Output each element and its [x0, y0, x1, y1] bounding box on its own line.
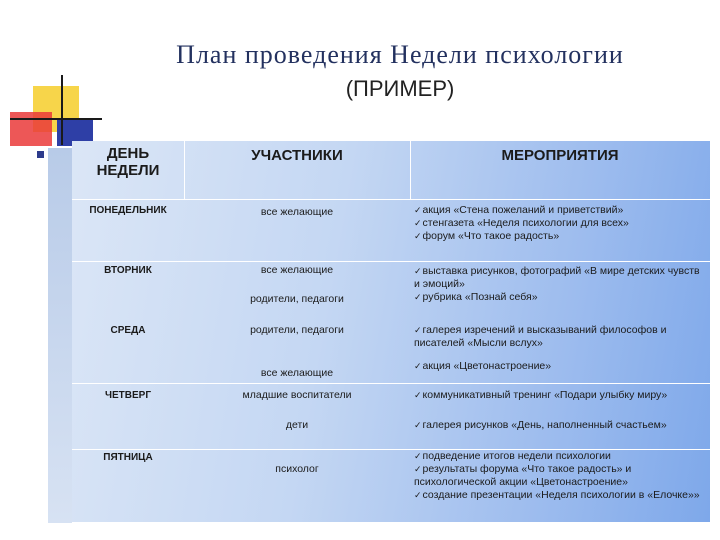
event-item: ✓ коммуникативный тренинг «Подари улыбку миру» [414, 389, 706, 402]
participants-tuesday-1: все желающие [260, 264, 334, 276]
events-wednesday [414, 324, 706, 373]
participants-thursday-2: дети [285, 419, 309, 431]
participants-friday: психолог [275, 463, 319, 475]
header-separator [410, 141, 411, 199]
events-friday [414, 450, 706, 502]
row-separator [72, 383, 710, 384]
header-participants: УЧАСТНИКИ [251, 147, 343, 164]
day-thursday: ЧЕТВЕРГ [104, 390, 152, 401]
participants-wednesday-2: все желающие [260, 367, 334, 379]
slide-title [110, 40, 690, 102]
event-item: ✓ форум «Что такое радость» [414, 230, 706, 243]
event-item: ✓ рубрика «Познай себя» [414, 291, 706, 304]
header-day-label: ДЕНЬ НЕДЕЛИ [96, 145, 160, 179]
event-item: ✓ создание презентации «Неделя психологии в «Елочке»» [414, 489, 706, 502]
event-item: ✓ галерея рисунков «День, наполненный счастьем» [414, 419, 706, 432]
participants-tuesday-2: родители, педагоги [250, 293, 344, 305]
participants-thursday-1: младшие воспитатели [242, 389, 352, 401]
day-tuesday: ВТОРНИК [104, 265, 152, 276]
header-separator [184, 141, 185, 199]
day-wednesday: СРЕДА [110, 325, 146, 336]
participants-monday: все желающие [260, 206, 334, 218]
events-tuesday [414, 265, 706, 304]
decor-side-strip [48, 148, 72, 523]
decor-vertical-line [61, 75, 63, 145]
row-separator [72, 199, 710, 200]
decor-horizontal-line [10, 118, 102, 120]
row-separator [72, 261, 710, 262]
header-day [72, 145, 184, 203]
event-item: ✓ акция «Стена пожеланий и приветствий» [414, 204, 706, 217]
event-item: ✓ выставка рисунков, фотографий «В мире детских чувств и эмоций» [414, 265, 706, 291]
event-item: ✓ подведение итогов недели психологии [414, 450, 706, 463]
event-item: ✓ галерея изречений и высказываний философов и писателей «Мысли вслух» [414, 324, 706, 350]
title-line-2: (ПРИМЕР) [345, 76, 455, 101]
event-item: ✓ акция «Цветонастроение» [414, 360, 706, 373]
day-friday: ПЯТНИЦА [103, 452, 153, 463]
event-item: ✓ результаты форума «Что такое радость» и психологической акции «Цветонастроение» [414, 463, 706, 489]
events-thursday [414, 389, 706, 432]
title-line-1: План проведения Недели психологии [176, 40, 624, 69]
day-monday: ПОНЕДЕЛЬНИК [89, 205, 167, 216]
event-item: ✓ стенгазета «Неделя психологии для всех» [414, 217, 706, 230]
header-events: МЕРОПРИЯТИЯ [501, 147, 619, 164]
bullet-square-icon [37, 151, 44, 158]
schedule-table [72, 141, 710, 522]
participants-wednesday-1: родители, педагоги [250, 324, 344, 336]
events-monday [414, 204, 706, 243]
